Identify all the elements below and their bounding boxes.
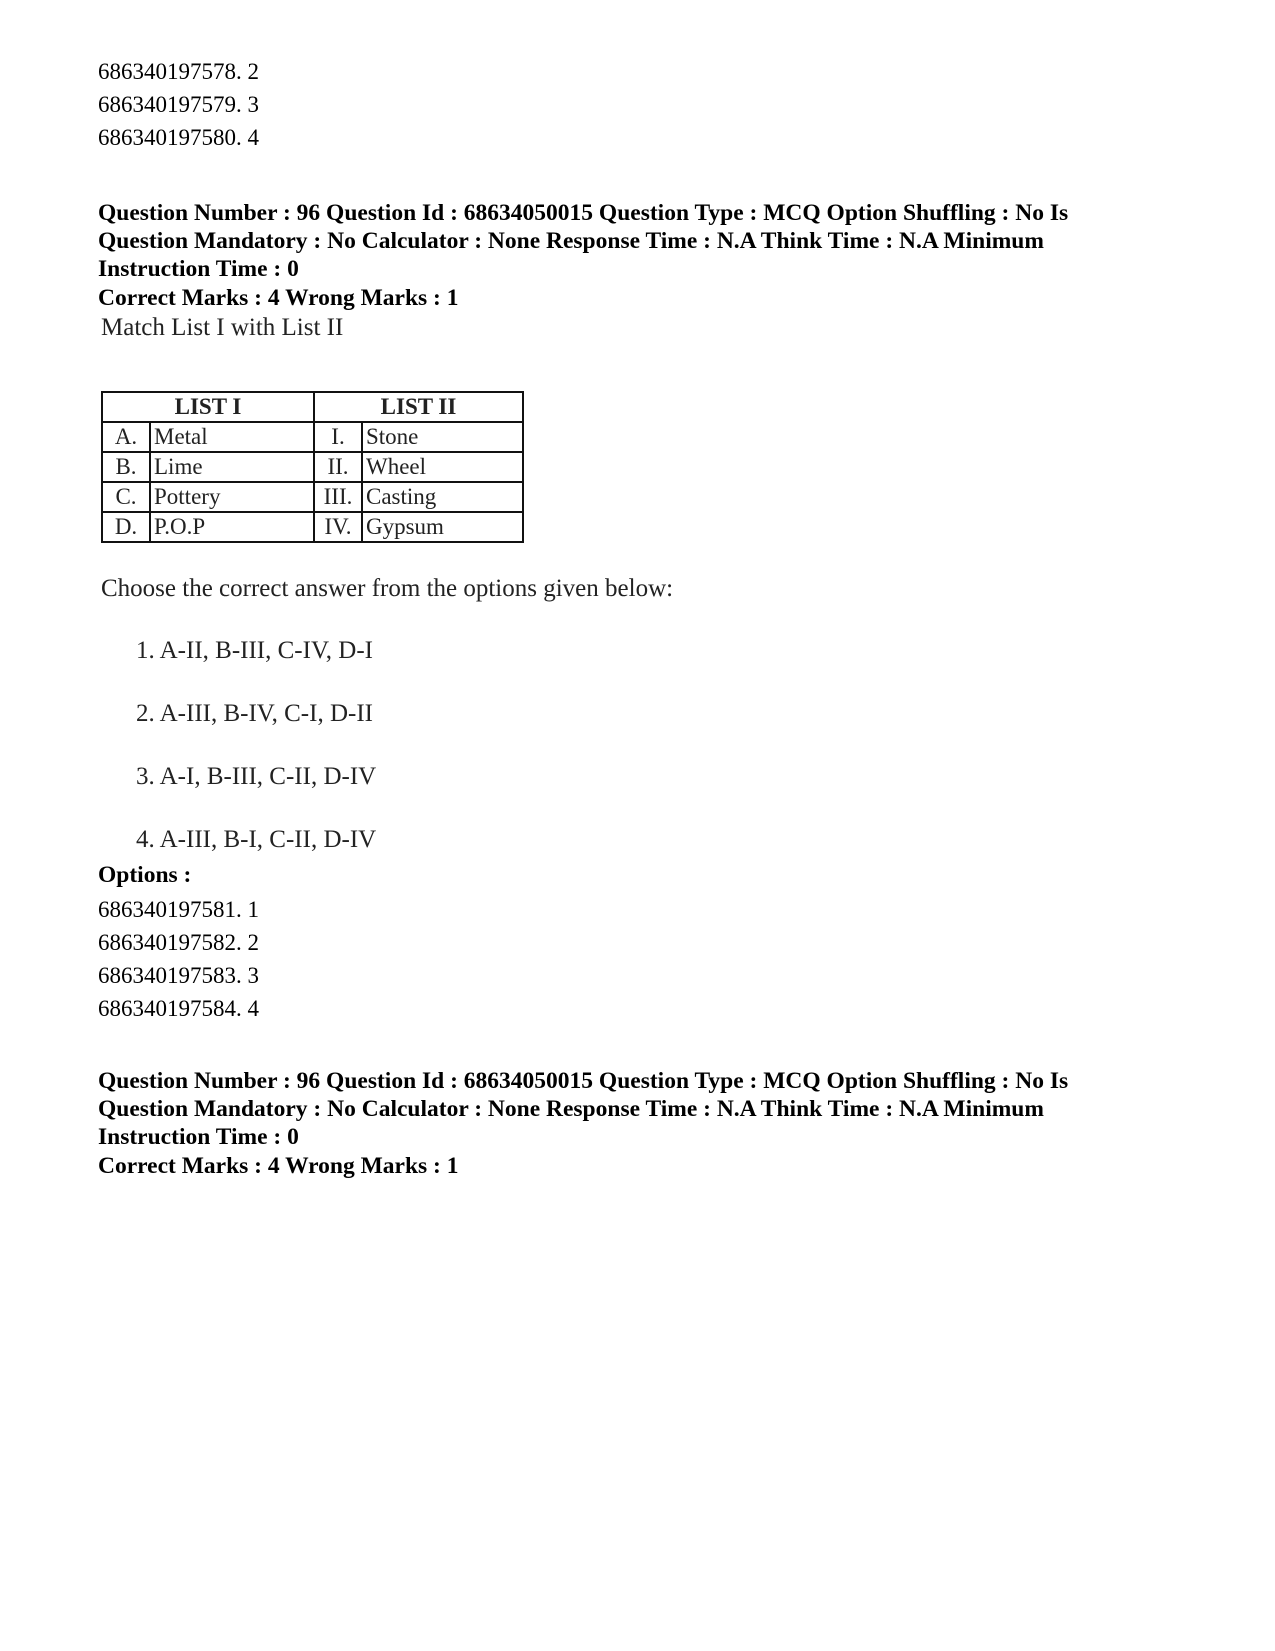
- list2-item: Casting: [362, 482, 523, 512]
- match-table: [101, 391, 524, 543]
- prev-option-line: 686340197579. 3: [98, 92, 259, 117]
- row-roman: IV.: [314, 512, 362, 542]
- list1-item: Metal: [150, 422, 314, 452]
- list1-item: P.O.P: [150, 512, 314, 542]
- option-line: 686340197582. 2: [98, 930, 259, 955]
- row-letter: C.: [102, 482, 150, 512]
- list1-header: LIST I: [102, 392, 314, 422]
- row-letter: D.: [102, 512, 150, 542]
- table-header-row: [102, 392, 523, 422]
- row-roman: III.: [314, 482, 362, 512]
- question-prompt: Match List I with List II: [101, 314, 344, 341]
- table-row: [102, 482, 523, 512]
- question-meta: [98, 199, 1178, 283]
- meta-line: Instruction Time : 0: [98, 1124, 299, 1150]
- meta-line: Question Mandatory : No Calculator : None Response Time : N.A Think Time : N.A Minimum: [98, 228, 1044, 254]
- answer-choice: 2. A-III, B-IV, C-I, D-II: [136, 700, 373, 727]
- prev-option-line: 686340197580. 4: [98, 125, 259, 150]
- option-line: 686340197584. 4: [98, 996, 259, 1021]
- answer-choice: 3. A-I, B-III, C-II, D-IV: [136, 763, 377, 790]
- meta-line: Question Number : 96 Question Id : 68634050015 Question Type : MCQ Option Shuffling : No Is: [98, 1068, 1069, 1094]
- list2-item: Stone: [362, 422, 523, 452]
- answer-choice: 1. A-II, B-III, C-IV, D-I: [136, 637, 373, 664]
- table-row: [102, 422, 523, 452]
- answer-choice: 4. A-III, B-I, C-II, D-IV: [136, 826, 377, 853]
- row-roman: I.: [314, 422, 362, 452]
- marks-line: Correct Marks : 4 Wrong Marks : 1: [98, 1153, 459, 1179]
- list2-header: LIST II: [314, 392, 523, 422]
- table-row: [102, 512, 523, 542]
- list1-item: Pottery: [150, 482, 314, 512]
- meta-line: Question Number : 96 Question Id : 68634050015 Question Type : MCQ Option Shuffling : No Is: [98, 200, 1069, 226]
- list2-item: Wheel: [362, 452, 523, 482]
- option-line: 686340197581. 1: [98, 897, 259, 922]
- meta-line: Instruction Time : 0: [98, 256, 299, 282]
- option-line: 686340197583. 3: [98, 963, 259, 988]
- marks-line: Correct Marks : 4 Wrong Marks : 1: [98, 285, 459, 311]
- prev-option-line: 686340197578. 2: [98, 59, 259, 84]
- answer-instruction: Choose the correct answer from the options given below:: [101, 575, 674, 602]
- row-roman: II.: [314, 452, 362, 482]
- table-row: [102, 452, 523, 482]
- row-letter: B.: [102, 452, 150, 482]
- list1-item: Lime: [150, 452, 314, 482]
- list2-item: Gypsum: [362, 512, 523, 542]
- options-label: Options :: [98, 862, 192, 888]
- question-meta: [98, 1067, 1178, 1151]
- meta-line: Question Mandatory : No Calculator : None Response Time : N.A Think Time : N.A Minimum: [98, 1096, 1044, 1122]
- row-letter: A.: [102, 422, 150, 452]
